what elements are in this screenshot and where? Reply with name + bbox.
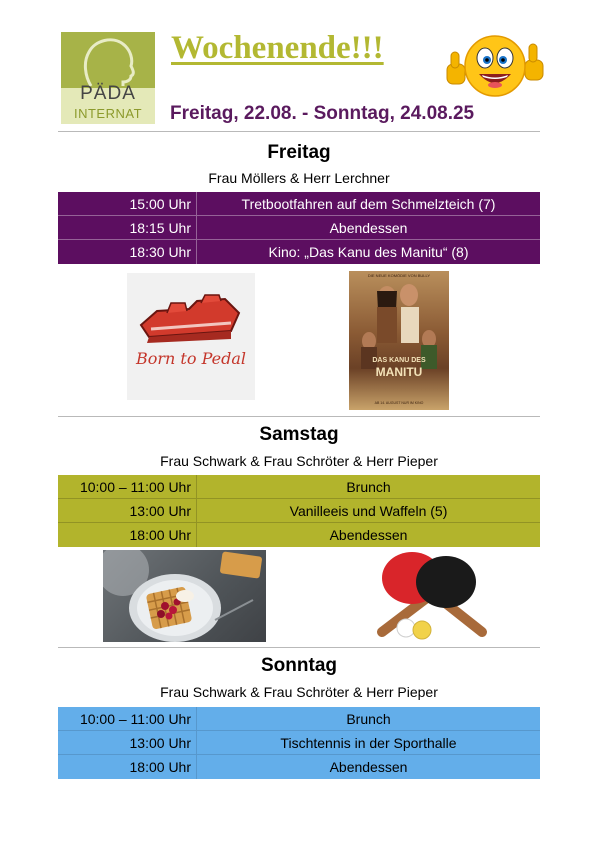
time-cell: 10:00 – 11:00 Uhr <box>58 707 197 730</box>
time-cell: 13:00 Uhr <box>58 731 197 754</box>
activity-cell: Abendessen <box>329 220 408 236</box>
poster-bottom-text: AB 14. AUGUST NUR IM KINO <box>374 401 424 405</box>
time-cell: 18:00 Uhr <box>58 523 197 547</box>
activity-cell: Tretbootfahren auf dem Schmelzteich (7) <box>241 196 496 212</box>
day-title-saturday: Samstag <box>259 424 339 445</box>
logo-text-internat: INTERNAT <box>73 106 143 121</box>
table-tennis-image <box>362 548 494 644</box>
logo-text-paeda: PÄDA <box>80 83 136 104</box>
table-row <box>58 731 540 755</box>
table-row <box>58 192 540 216</box>
schedule-saturday <box>58 475 540 547</box>
table-row <box>58 523 540 547</box>
day-title-friday: Freitag <box>267 142 331 163</box>
waffle-photo <box>103 550 266 642</box>
page-title: Wochenende!!! <box>171 30 384 66</box>
movie-poster-image <box>349 271 449 410</box>
poster-top-text: DIE NEUE KOMÖDIE VON BULLY <box>367 273 431 278</box>
pedal-boat-image <box>127 273 255 400</box>
staff-sunday: Frau Schwark & Frau Schröter & Herr Pieper <box>160 684 438 700</box>
time-cell: 18:15 Uhr <box>58 216 197 239</box>
pedal-boat-icon <box>127 273 255 400</box>
time-cell: 18:30 Uhr <box>58 240 197 264</box>
schedule-friday <box>58 192 540 264</box>
activity-cell: Tischtennis in der Sporthalle <box>280 735 457 751</box>
activity-cell: Abendessen <box>329 527 408 543</box>
activity-cell: Kino: „Das Kanu des Manitu“ (8) <box>268 244 469 260</box>
day-title-sunday: Sonntag <box>261 655 337 676</box>
waffle-image <box>103 550 266 642</box>
table-row <box>58 755 540 779</box>
poster-title-2: MANITU <box>375 365 423 379</box>
activity-cell: Brunch <box>346 711 391 727</box>
time-cell: 13:00 Uhr <box>58 499 197 522</box>
time-cell: 15:00 Uhr <box>58 192 197 215</box>
poster-figures <box>349 271 449 410</box>
divider <box>58 131 540 132</box>
pedal-caption: Born to Pedal <box>136 349 246 368</box>
table-row <box>58 475 540 499</box>
schedule-sunday <box>58 707 540 779</box>
activity-cell: Abendessen <box>329 759 408 775</box>
logo-head-icon <box>61 32 155 88</box>
staff-friday: Frau Möllers & Herr Lerchner <box>208 170 390 186</box>
activity-cell: Vanilleeis und Waffeln (5) <box>289 503 448 519</box>
table-row <box>58 240 540 264</box>
activity-cell: Brunch <box>346 479 391 495</box>
divider <box>58 416 540 417</box>
table-row <box>58 499 540 523</box>
date-range: Freitag, 22.08. - Sonntag, 24.08.25 <box>170 103 475 124</box>
poster-title-1: DAS KANU DES <box>372 357 426 364</box>
table-row <box>58 707 540 731</box>
table-row <box>58 216 540 240</box>
time-cell: 18:00 Uhr <box>58 755 197 779</box>
time-cell: 10:00 – 11:00 Uhr <box>58 475 197 498</box>
table-tennis-icon <box>362 548 494 644</box>
divider <box>58 647 540 648</box>
staff-saturday: Frau Schwark & Frau Schröter & Herr Pieper <box>160 453 438 469</box>
smiley-thumbs-up-icon <box>445 30 545 100</box>
